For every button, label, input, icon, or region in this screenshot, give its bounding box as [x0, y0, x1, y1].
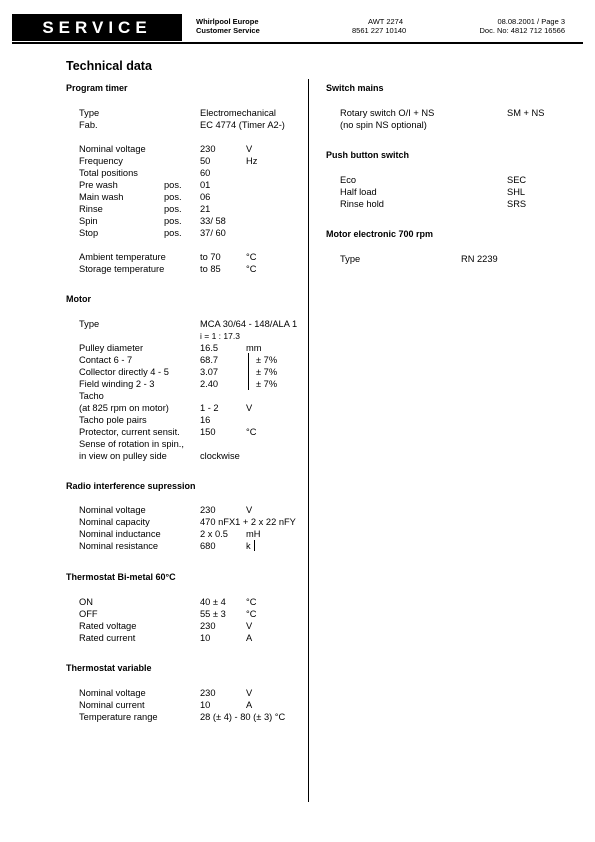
spec-label: Rinse	[79, 204, 103, 214]
spec-value: 16	[200, 415, 211, 425]
spec-label: Rated voltage	[79, 621, 137, 631]
spec-value: 2 x 0.5	[200, 529, 228, 539]
spec-unit: k	[246, 541, 251, 551]
spec-label: Stop	[79, 228, 99, 238]
spec-unit: °C	[246, 597, 257, 607]
spec-value: 680	[200, 541, 216, 551]
spec-label: Temperature range	[79, 712, 158, 722]
spec-value: 50	[200, 156, 211, 166]
spec-label: Tacho	[79, 391, 104, 401]
spec-value: 2.40	[200, 379, 219, 389]
spec-pos: pos.	[164, 204, 182, 214]
spec-unit: V	[246, 505, 253, 515]
spec-label: Nominal inductance	[79, 529, 161, 539]
spec-value: SRS	[507, 199, 527, 209]
ohm-symbol-bar	[248, 353, 249, 390]
spec-value: 33/ 58	[200, 216, 226, 226]
spec-unit: °C	[246, 252, 257, 262]
spec-tolerance: ± 7%	[256, 367, 278, 377]
spec-label: Storage temperature	[79, 264, 165, 274]
spec-value: 230	[200, 505, 216, 515]
spec-pos: pos.	[164, 192, 182, 202]
spec-label: Rated current	[79, 633, 136, 643]
spec-unit: V	[246, 403, 253, 413]
doc-number: Doc. No: 4812 712 16566	[479, 26, 565, 35]
spec-value: 21	[200, 204, 211, 214]
spec-unit: mH	[246, 529, 261, 539]
service-logo: SERVICE	[12, 14, 182, 41]
model-code: AWT 2274	[368, 17, 404, 26]
spec-label: Contact 6 - 7	[79, 355, 133, 365]
spec-value: 01	[200, 180, 211, 190]
spec-label: Ambient temperature	[79, 252, 166, 262]
department: Customer Service	[196, 26, 260, 35]
spec-unit: V	[246, 621, 253, 631]
spec-value: 06	[200, 192, 211, 202]
spec-value: 10	[200, 633, 211, 643]
spec-value: SM + NS	[507, 108, 545, 118]
spec-label: OFF	[79, 609, 98, 619]
spec-value: 230	[200, 688, 216, 698]
spec-label: Tacho pole pairs	[79, 415, 147, 425]
spec-value: to 85	[200, 264, 221, 274]
spec-value: 55 ± 3	[200, 609, 226, 619]
spec-label: Rinse hold	[340, 199, 384, 209]
spec-label: Total positions	[79, 168, 138, 178]
spec-label: Frequency	[79, 156, 123, 166]
spec-label: (at 825 rpm on motor)	[79, 403, 169, 413]
spec-value: SEC	[507, 175, 527, 185]
spec-label: Protector, current sensit.	[79, 427, 180, 437]
spec-unit: °C	[246, 609, 257, 619]
spec-tolerance: ± 7%	[256, 355, 278, 365]
spec-label: Spin	[79, 216, 98, 226]
spec-value: 68.7	[200, 355, 219, 365]
spec-label: Type	[79, 319, 100, 329]
spec-label: Fab.	[79, 120, 98, 130]
spec-label: Nominal capacity	[79, 517, 150, 527]
spec-label: Main wash	[79, 192, 124, 202]
spec-unit: °C	[246, 427, 257, 437]
spec-label: Sense of rotation in spin.,	[79, 439, 184, 449]
spec-value: 10	[200, 700, 211, 710]
spec-value: i = 1 : 17.3	[200, 331, 240, 341]
spec-value: to 70	[200, 252, 221, 262]
spec-label: Type	[79, 108, 100, 118]
spec-pos: pos.	[164, 228, 182, 238]
spec-value: MCA 30/64 - 148/ALA 1	[200, 319, 298, 329]
spec-value: 40 ± 4	[200, 597, 226, 607]
section-heading: Program timer	[66, 83, 128, 93]
ohm-symbol-bar	[254, 540, 255, 551]
spec-value: 37/ 60	[200, 228, 226, 238]
spec-unit: °C	[246, 264, 257, 274]
spec-label: Nominal voltage	[79, 505, 146, 515]
spec-label: ON	[79, 597, 93, 607]
spec-label: Pulley diameter	[79, 343, 144, 353]
spec-label: Field winding 2 - 3	[79, 379, 155, 389]
column-divider	[308, 79, 309, 802]
spec-value: 60	[200, 168, 211, 178]
spec-value: clockwise	[200, 451, 240, 461]
spec-label: Eco	[340, 175, 357, 185]
spec-pos: pos.	[164, 216, 182, 226]
spec-value: Electromechanical	[200, 108, 276, 118]
spec-unit: V	[246, 144, 253, 154]
spec-label: Nominal voltage	[79, 688, 146, 698]
section-heading: Thermostat Bi-metal 60°C	[66, 572, 176, 582]
section-heading: Push button switch	[326, 150, 409, 160]
spec-label: Rotary switch O/I + NS	[340, 108, 435, 118]
spec-label: Half load	[340, 187, 377, 197]
spec-value: 470 nFX1 + 2 x 22 nFY	[200, 517, 296, 527]
spec-label: (no spin NS optional)	[340, 120, 427, 130]
part-number: 8561 227 10140	[352, 26, 407, 35]
section-heading: Motor electronic 700 rpm	[326, 229, 434, 239]
spec-label: Nominal current	[79, 700, 145, 710]
spec-unit: mm	[246, 343, 262, 353]
spec-label: Type	[340, 254, 361, 264]
spec-unit: A	[246, 700, 253, 710]
date-page: 08.08.2001 / Page 3	[497, 17, 565, 26]
page-title: Technical data	[66, 59, 152, 73]
section-heading: Switch mains	[326, 83, 384, 93]
section-heading: Radio interference supression	[66, 481, 196, 491]
spec-value: EC 4774 (Timer A2-)	[200, 120, 285, 130]
section-heading: Motor	[66, 294, 91, 304]
spec-value: 230	[200, 144, 216, 154]
spec-label: Pre wash	[79, 180, 118, 190]
spec-unit: A	[246, 633, 253, 643]
spec-label: Collector directly 4 - 5	[79, 367, 169, 377]
spec-value: 16.5	[200, 343, 219, 353]
spec-pos: pos.	[164, 180, 182, 190]
spec-value: RN 2239	[461, 254, 498, 264]
spec-value: SHL	[507, 187, 526, 197]
spec-unit: V	[246, 688, 253, 698]
spec-label: in view on pulley side	[79, 451, 167, 461]
spec-value: 1 - 2	[200, 403, 219, 413]
section-heading: Thermostat variable	[66, 663, 152, 673]
spec-value: 28 (± 4) - 80 (± 3) °C	[200, 712, 286, 722]
spec-tolerance: ± 7%	[256, 379, 278, 389]
spec-value: 150	[200, 427, 216, 437]
spec-label: Nominal voltage	[79, 144, 146, 154]
spec-label: Nominal resistance	[79, 541, 159, 551]
spec-value: 230	[200, 621, 216, 631]
header-rule	[12, 42, 583, 44]
company-name: Whirlpool Europe	[196, 17, 259, 26]
spec-value: 3.07	[200, 367, 219, 377]
spec-unit: Hz	[246, 156, 258, 166]
